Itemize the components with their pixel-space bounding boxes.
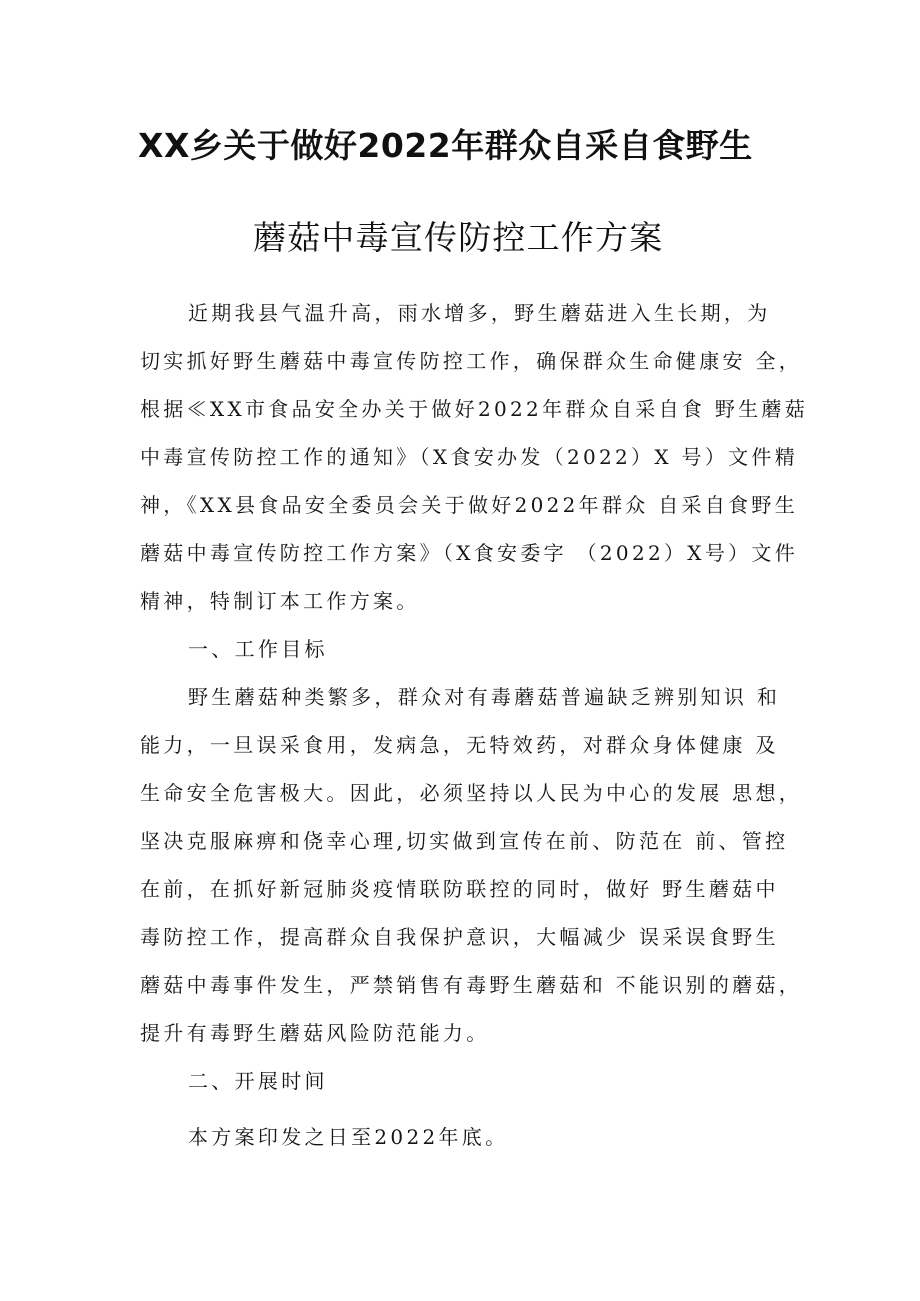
paragraph-line: 中毒宣传防控工作的通知》（X食安办发（2022）X 号）文件精 — [140, 445, 799, 469]
paragraph-line: 坚决克服麻痹和侥幸心理,切实做到宣传在前、防范在 前、管控 — [140, 829, 789, 853]
paragraph-line: 能力，一旦误采食用，发病急，无特效药，对群众身体健康 及 — [140, 733, 779, 757]
paragraph-line: 提升有毒野生蘑菇风险防范能力。 — [140, 1021, 490, 1045]
paragraph-line: 蘑菇中毒宣传防控工作方案》（X食安委字 （2022）X号）文件 — [140, 541, 799, 565]
document-title-line-2: 蘑菇中毒宣传防控工作方案 — [253, 218, 664, 257]
paragraph-line: 野生蘑菇种类繁多，群众对有毒蘑菇普遍缺乏辨别知识 和 — [188, 685, 781, 709]
paragraph-line: 神，《XX县食品安全委员会关于做好2022年群众 自采自食野生 — [140, 493, 799, 517]
paragraph-line: 蘑菇中毒事件发生，严禁销售有毒野生蘑菇和 不能识别的蘑菇， — [140, 973, 803, 997]
paragraph-line: 在前，在抓好新冠肺炎疫情联防联控的同时，做好 野生蘑菇中 — [140, 877, 779, 901]
paragraph-line: 近期我县气温升高，雨水增多，野生蘑菇进入生长期，为 — [188, 301, 771, 325]
paragraph-line: 精神，特制订本工作方案。 — [140, 589, 420, 613]
paragraph-line: 生命安全危害极大。因此，必须坚持以人民为中心的发展 思想， — [140, 781, 803, 805]
paragraph-line: 毒防控工作，提高群众自我保护意识，大幅减少 误采误食野生 — [140, 925, 779, 949]
paragraph-line: 切实抓好野生蘑菇中毒宣传防控工作，确保群众生命健康安 全， — [140, 349, 803, 373]
document-title-line-1: XX乡关于做好2022年群众自采自食野生 — [138, 126, 753, 165]
section-heading: 二、开展时间 — [188, 1069, 328, 1093]
paragraph-line: 根据≪XX市食品安全办关于做好2022年群众自采自食 野生蘑菇 — [140, 397, 809, 421]
paragraph-line: 本方案印发之日至2022年底。 — [188, 1125, 509, 1149]
section-heading: 一、工作目标 — [188, 637, 328, 661]
